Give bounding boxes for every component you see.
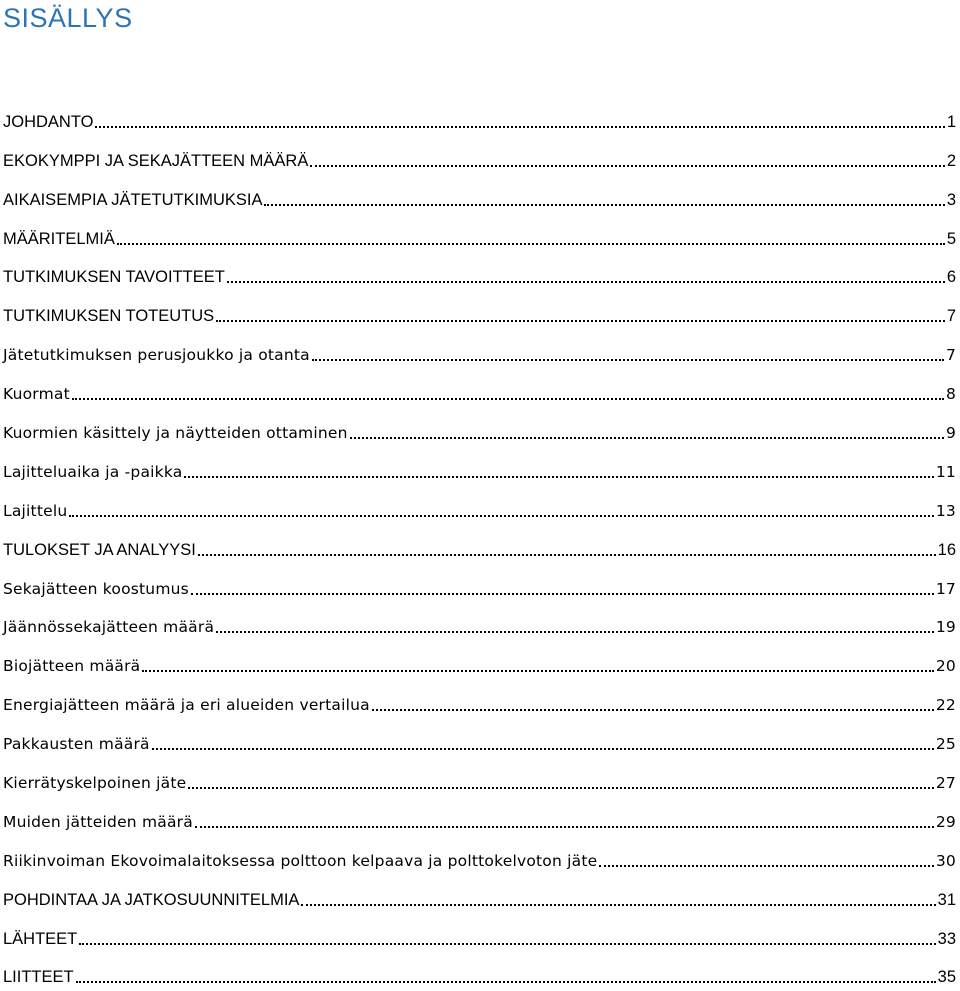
toc-entry[interactable] bbox=[3, 875, 956, 914]
toc-entry-label[interactable]: TULOKSET JA ANALYYSI bbox=[3, 540, 196, 559]
toc-entry-label[interactable]: Lajitteluaika ja -paikka bbox=[3, 462, 183, 481]
dot-leader bbox=[69, 515, 934, 517]
page-title: SISÄLLYS bbox=[3, 3, 133, 33]
toc-entry-page-number[interactable]: 20 bbox=[935, 657, 956, 676]
toc-entry-page-number[interactable]: 35 bbox=[937, 968, 956, 987]
toc-entry-label[interactable]: EKOKYMPPI JA SEKAJÄTTEEN MÄÄRÄ bbox=[3, 151, 309, 170]
dot-leader bbox=[301, 904, 935, 906]
toc-entry-page-number[interactable]: 11 bbox=[935, 462, 956, 481]
toc-entry[interactable] bbox=[3, 486, 956, 525]
toc-entry-label[interactable]: Kuormat bbox=[3, 385, 70, 404]
dot-leader bbox=[310, 165, 944, 167]
toc-entry-page-number[interactable]: 25 bbox=[935, 735, 956, 754]
dot-leader bbox=[152, 748, 934, 750]
toc-entry-page-number[interactable]: 30 bbox=[935, 851, 956, 870]
toc-entry-label[interactable]: Jäännössekajätteen määrä bbox=[3, 618, 215, 637]
dot-leader bbox=[350, 437, 944, 439]
dot-leader bbox=[79, 943, 935, 945]
toc-entry-page-number[interactable]: 27 bbox=[935, 774, 956, 793]
dot-leader bbox=[184, 476, 933, 478]
toc-entry-page-number[interactable]: 31 bbox=[937, 890, 956, 909]
dot-leader bbox=[195, 826, 934, 828]
toc-entry-page-number[interactable]: 19 bbox=[935, 618, 956, 637]
toc-entry-page-number[interactable]: 8 bbox=[945, 385, 956, 404]
toc-entry[interactable] bbox=[3, 641, 956, 680]
dot-leader bbox=[76, 981, 936, 983]
toc-entry-page-number[interactable]: 16 bbox=[937, 540, 956, 559]
toc-entry-label[interactable]: POHDINTAA JA JATKOSUUNNITELMIA bbox=[3, 890, 300, 909]
toc-entry-page-number[interactable]: 5 bbox=[946, 229, 956, 248]
toc-entry[interactable] bbox=[3, 758, 956, 797]
toc-entry-page-number[interactable]: 6 bbox=[946, 268, 956, 287]
toc-entry-label[interactable]: JOHDANTO bbox=[3, 112, 94, 131]
table-of-contents bbox=[3, 97, 956, 991]
toc-entry[interactable] bbox=[3, 719, 956, 758]
toc-entry-page-number[interactable]: 13 bbox=[935, 501, 956, 520]
toc-entry-label[interactable]: Kuormien käsittely ja näytteiden ottaminen bbox=[3, 424, 348, 443]
dot-leader bbox=[312, 359, 944, 361]
dot-leader bbox=[117, 243, 945, 245]
dot-leader bbox=[216, 631, 934, 633]
toc-entry-page-number[interactable]: 7 bbox=[946, 307, 956, 326]
toc-entry[interactable] bbox=[3, 214, 956, 253]
toc-entry-page-number[interactable]: 2 bbox=[946, 151, 956, 170]
toc-entry-page-number[interactable]: 1 bbox=[946, 112, 956, 131]
toc-entry[interactable] bbox=[3, 564, 956, 603]
toc-entry-label[interactable]: TUTKIMUKSEN TAVOITTEET bbox=[3, 268, 225, 287]
toc-entry[interactable] bbox=[3, 836, 956, 875]
toc-entry-label[interactable]: Muiden jätteiden määrä bbox=[3, 812, 193, 831]
toc-entry[interactable] bbox=[3, 797, 956, 836]
toc-entry-page-number[interactable]: 9 bbox=[945, 424, 956, 443]
dot-leader bbox=[72, 398, 944, 400]
dot-leader bbox=[198, 554, 936, 556]
toc-entry[interactable] bbox=[3, 253, 956, 292]
toc-entry[interactable] bbox=[3, 291, 956, 330]
dot-leader bbox=[264, 204, 944, 206]
dot-leader bbox=[95, 126, 944, 128]
toc-entry[interactable] bbox=[3, 97, 956, 136]
toc-entry-page-number[interactable]: 3 bbox=[946, 190, 956, 209]
toc-entry-page-number[interactable]: 7 bbox=[945, 346, 956, 365]
dot-leader bbox=[599, 865, 934, 867]
dot-leader bbox=[372, 709, 934, 711]
toc-entry-label[interactable]: AIKAISEMPIA JÄTETUTKIMUKSIA bbox=[3, 190, 263, 209]
dot-leader bbox=[191, 593, 934, 595]
toc-entry[interactable] bbox=[3, 330, 956, 369]
toc-entry-label[interactable]: LIITTEET bbox=[3, 968, 74, 987]
toc-entry-label[interactable]: MÄÄRITELMIÄ bbox=[3, 229, 115, 248]
toc-entry-label[interactable]: Pakkausten määrä bbox=[3, 735, 150, 754]
toc-entry-label[interactable]: Sekajätteen koostumus bbox=[3, 579, 189, 598]
toc-entry-label[interactable]: TUTKIMUKSEN TOTEUTUS bbox=[3, 307, 215, 326]
dot-leader bbox=[216, 320, 945, 322]
dot-leader bbox=[227, 281, 945, 283]
toc-entry[interactable] bbox=[3, 408, 956, 447]
dot-leader bbox=[188, 787, 934, 789]
toc-entry-label[interactable]: Riikinvoiman Ekovoimalaitoksessa polttoon kelpaava ja polttokelvoton jäte bbox=[3, 851, 598, 870]
toc-entry[interactable] bbox=[3, 680, 956, 719]
toc-entry-page-number[interactable]: 22 bbox=[935, 696, 956, 715]
toc-entry[interactable] bbox=[3, 369, 956, 408]
toc-entry-page-number[interactable]: 29 bbox=[935, 812, 956, 831]
toc-entry[interactable] bbox=[3, 914, 956, 953]
toc-entry[interactable] bbox=[3, 953, 956, 991]
toc-entry-label[interactable]: LÄHTEET bbox=[3, 929, 78, 948]
toc-entry-page-number[interactable]: 33 bbox=[937, 929, 956, 948]
toc-entry-label[interactable]: Kierrätyskelpoinen jäte bbox=[3, 774, 187, 793]
toc-entry[interactable] bbox=[3, 136, 956, 175]
toc-entry[interactable] bbox=[3, 447, 956, 486]
toc-entry-label[interactable]: Energiajätteen määrä ja eri alueiden vertailua bbox=[3, 696, 370, 715]
toc-entry-page-number[interactable]: 17 bbox=[935, 579, 956, 598]
toc-entry[interactable] bbox=[3, 175, 956, 214]
toc-entry[interactable] bbox=[3, 603, 956, 642]
dot-leader bbox=[142, 670, 934, 672]
toc-entry[interactable] bbox=[3, 525, 956, 564]
toc-entry-label[interactable]: Jätetutkimuksen perusjoukko ja otanta bbox=[3, 346, 310, 365]
toc-entry-label[interactable]: Lajittelu bbox=[3, 501, 68, 520]
toc-entry-label[interactable]: Biojätteen määrä bbox=[3, 657, 141, 676]
